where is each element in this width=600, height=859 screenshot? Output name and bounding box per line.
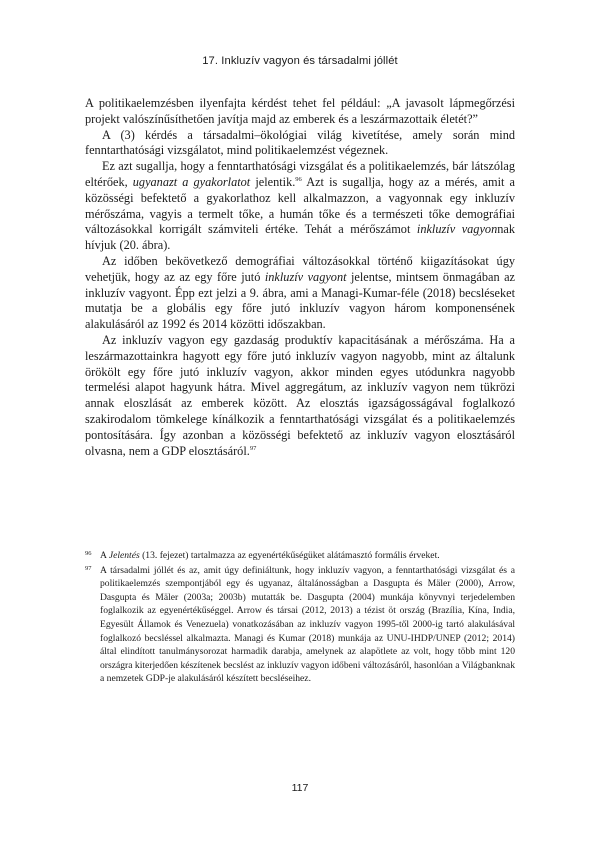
- page-number: 117: [291, 782, 309, 794]
- footnote-text: A: [100, 550, 109, 561]
- footnote-number: 96: [85, 550, 92, 557]
- paragraph-text: Az inkluzív vagyon egy gazdaság produktív kapacitásának a mérőszáma. Ha a leszármazottainkra hagyott egy főre jutó inkluzív vagyon nagyobb, mint az általunk örökölt egy főre jutó inkluzív vagyon, akkor minden egyes utódunkra nagyobb termelési alapot hagyunk hátra. Mivel aggregátum, az inkluzív vagyon nem tükrözi annak eloszlását az emberek között. Az elosztás igazságosságával foglalkozó szakirodalom tömkelege kínálkozik a fenntarthatósági vizsgálat és a politikaelemzés pontosítására. Így azonban a közösségi befektető az inkluzív vagyon elosztásáról olvasna, nem a GDP elosztásáról.: [85, 332, 515, 458]
- footnote-ref[interactable]: 96: [295, 175, 302, 183]
- paragraph: [85, 333, 515, 459]
- paragraph: [85, 159, 515, 254]
- paragraph-text: jelentse, mintsem önmagában az inkluzív vagyont. Épp ezt jelzi a 9. ábra, ami a Managi-Kumar-féle (2018) becsléseket mutatja be a globális egy főre jutó inkluzív vagyon három komponensének alakulásáról az 1992 és 2014 közötti időszakban.: [85, 269, 515, 332]
- footnote-number: 97: [85, 564, 92, 572]
- paragraph-text: A politikaelemzésben ilyenfajta kérdést tehet fel például: „A javasolt lápmegőrzési projekt valószínűsíthetően javítja majd az emberek és a leszármazottaik életét?”: [85, 96, 515, 126]
- running-header: 17. Inkluzív vagyon és társadalmi jóllét: [202, 55, 398, 67]
- paragraph-text: jelentik.: [250, 174, 296, 189]
- emphasis-text: inkluzív vagyont: [264, 269, 347, 284]
- paragraph-text: nak hívjuk (20. ábra).: [85, 222, 515, 253]
- main-text: [85, 96, 515, 459]
- paragraph-text: Az időben bekövetkező demográfiai változásokkal történő kiigazításokat úgy vehetjük, hogy az az egy főre jutó: [85, 253, 515, 284]
- emphasis-text: Jelentés: [108, 550, 140, 561]
- footnote: [85, 549, 515, 563]
- emphasis-text: inkluzív vagyon: [416, 222, 498, 237]
- footnote-text: (13. fejezet) tartalmazza az egyenértékűségüket alátámasztó formális érveket.: [139, 550, 440, 561]
- emphasis-text: ugyanazt a gyakorlatot: [132, 174, 251, 189]
- footnote: [85, 564, 515, 686]
- paragraph: [85, 254, 515, 333]
- footnote-ref[interactable]: 97: [249, 444, 257, 452]
- paragraph-text: A (3) kérdés a társadalmi–ökológiai világ kivetítése, amely során mind fenntarthatósági vizsgálatot, mind politikaelemzést végeznek.: [85, 127, 515, 158]
- paragraph-text: Azt is sugallja, hogy az a mérés, amit a közösségi befektető a gyakorlathoz kell alkalmazzon, a vagyonnak egy inkluzív mérőszáma, vagyis a termelt tőke, a humán tőke és a természeti tőke demográfiai változásokkal korrigált számviteli értéke. Tehát a mérőszámot: [85, 174, 515, 237]
- footnotes: [85, 549, 515, 687]
- paragraph-text: Ez azt sugallja, hogy a fenntarthatósági vizsgálat és a politikaelemzés, bár látszólag eltérőek,: [85, 159, 515, 189]
- paragraph: [85, 96, 515, 128]
- paragraph: [85, 128, 515, 160]
- footnote-text: A társadalmi jóllét és az, amit úgy definiáltunk, hogy inkluzív vagyon, a fenntarthatósági vizsgálat és a politikaelemzés szempontjából egy és ugyanaz, általánosságban a Dasgupta és Mäler (2000), Arrow, Dasgupta és Mäler (2003a; 2003b) mutatták be. Dasgupta (2004) munkája könyvnyi terjedelemben foglalkozik az egyenértékűséggel. Arrow és társai (2012, 2013) a tézist öt ország (Brazília, Kína, India, Egyesült Államok és Venezuela) vonatkozásában az inkluzív vagyon 1995-től 2000-ig tartó alakulásával foglalkozó becsléssel alkalmazta. Managi és Kumar (2018) munkája az UNU-IHDP/UNEP (2012; 2014) által elindított tanulmánysorozat harmadik darabja, amelynek az alapötlete az volt, hogy több mint 120 országra kiterjedően készítenek becslést az inkluzív vagyon időbeni változásáról, hasonlóan a Világbanknak a nemzetek GDP-je alakulásáról készített becsléseihez.: [100, 564, 515, 685]
